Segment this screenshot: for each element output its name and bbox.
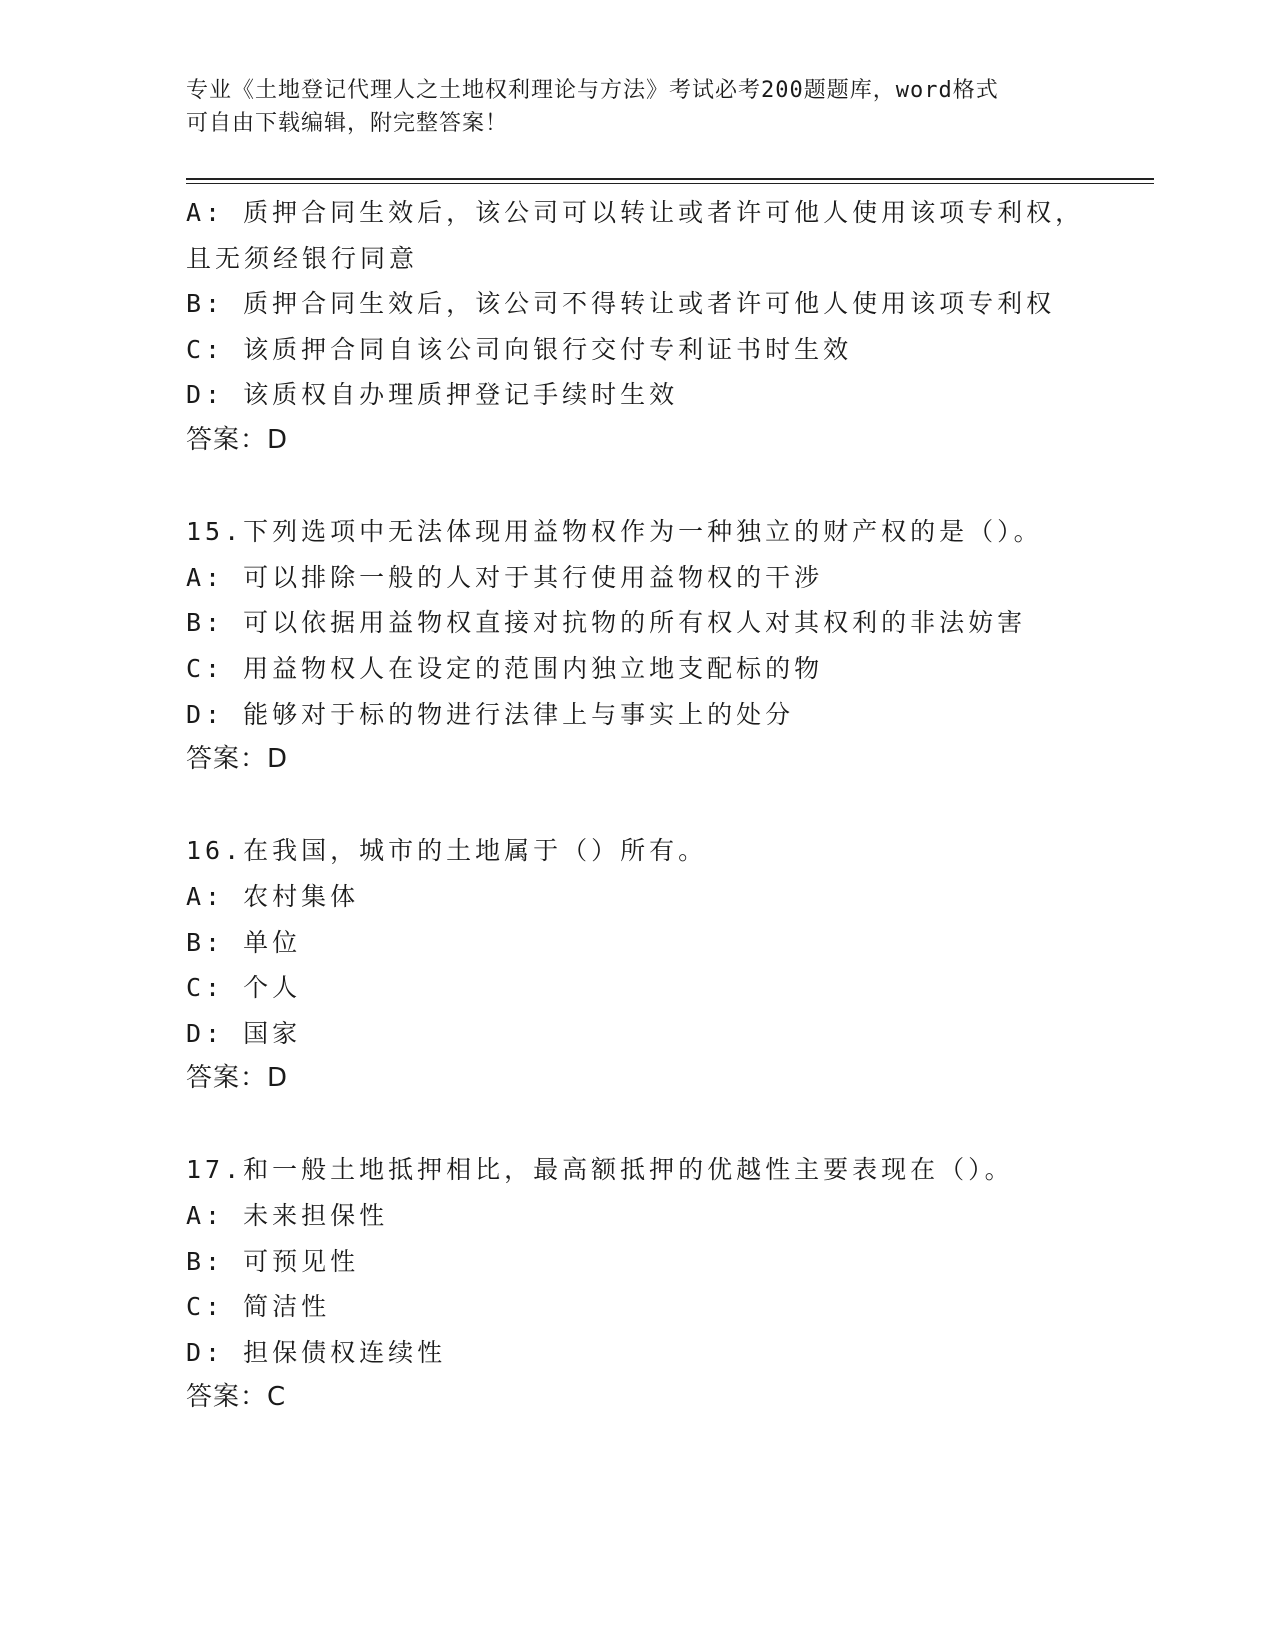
- option-c: C: 该质押合同自该公司向银行交付专利证书时生效: [186, 334, 853, 364]
- question-text: 15.下列选项中无法体现用益物权作为一种独立的财产权的是（）。: [186, 517, 1043, 547]
- header-line-1: 专业《土地登记代理人之土地权利理论与方法》考试必考200题题库，word格式: [186, 78, 999, 103]
- option-b: B: 可预见性: [186, 1246, 360, 1276]
- option-a-continued: 且无须经银行同意: [186, 243, 419, 273]
- option-c: C: 用益物权人在设定的范围内独立地支配标的物: [186, 653, 824, 683]
- option-b: B: 可以依据用益物权直接对抗物的所有权人对其权利的非法妨害: [186, 608, 1027, 638]
- question-17: [186, 1147, 1156, 1421]
- header-line-2: 可自由下载编辑，附完整答案！: [186, 111, 509, 136]
- spacer: [186, 783, 1156, 829]
- question-text: 16.在我国，城市的土地属于（）所有。: [186, 836, 708, 866]
- option-d: D: 能够对于标的物进行法律上与事实上的处分: [186, 699, 795, 729]
- option-b: B: 单位: [186, 927, 302, 957]
- answer: 答案：D: [186, 1063, 289, 1094]
- option-d: D: 国家: [186, 1018, 302, 1048]
- option-b: B: 质押合同生效后，该公司不得转让或者许可他人使用该项专利权: [186, 289, 1056, 319]
- question-list: [186, 190, 1156, 1421]
- question-15: [186, 509, 1156, 783]
- option-d: D: 担保债权连续性: [186, 1337, 447, 1367]
- option-a: A: 农村集体: [186, 881, 360, 911]
- document-header: [186, 74, 1086, 140]
- option-c: C: 简洁性: [186, 1292, 331, 1322]
- option-c: C: 个人: [186, 973, 302, 1003]
- answer: 答案：C: [186, 1382, 287, 1413]
- header-divider-bottom: [186, 183, 1154, 184]
- header-divider-top: [186, 178, 1154, 180]
- answer: 答案：D: [186, 744, 289, 775]
- question-text: 17.和一般土地抵押相比，最高额抵押的优越性主要表现在（）。: [186, 1155, 1014, 1185]
- option-a: A: 质押合同生效后，该公司可以转让或者许可他人使用该项专利权，: [186, 198, 1085, 227]
- option-a: A: 可以排除一般的人对于其行使用益物权的干涉: [186, 562, 824, 592]
- spacer: [186, 1102, 1156, 1148]
- question-14-continued: [186, 190, 1156, 464]
- option-a: A: 未来担保性: [186, 1201, 389, 1231]
- answer: 答案：D: [186, 424, 289, 455]
- option-d: D: 该质权自办理质押登记手续时生效: [186, 380, 679, 410]
- question-16: [186, 828, 1156, 1102]
- spacer: [186, 464, 1156, 510]
